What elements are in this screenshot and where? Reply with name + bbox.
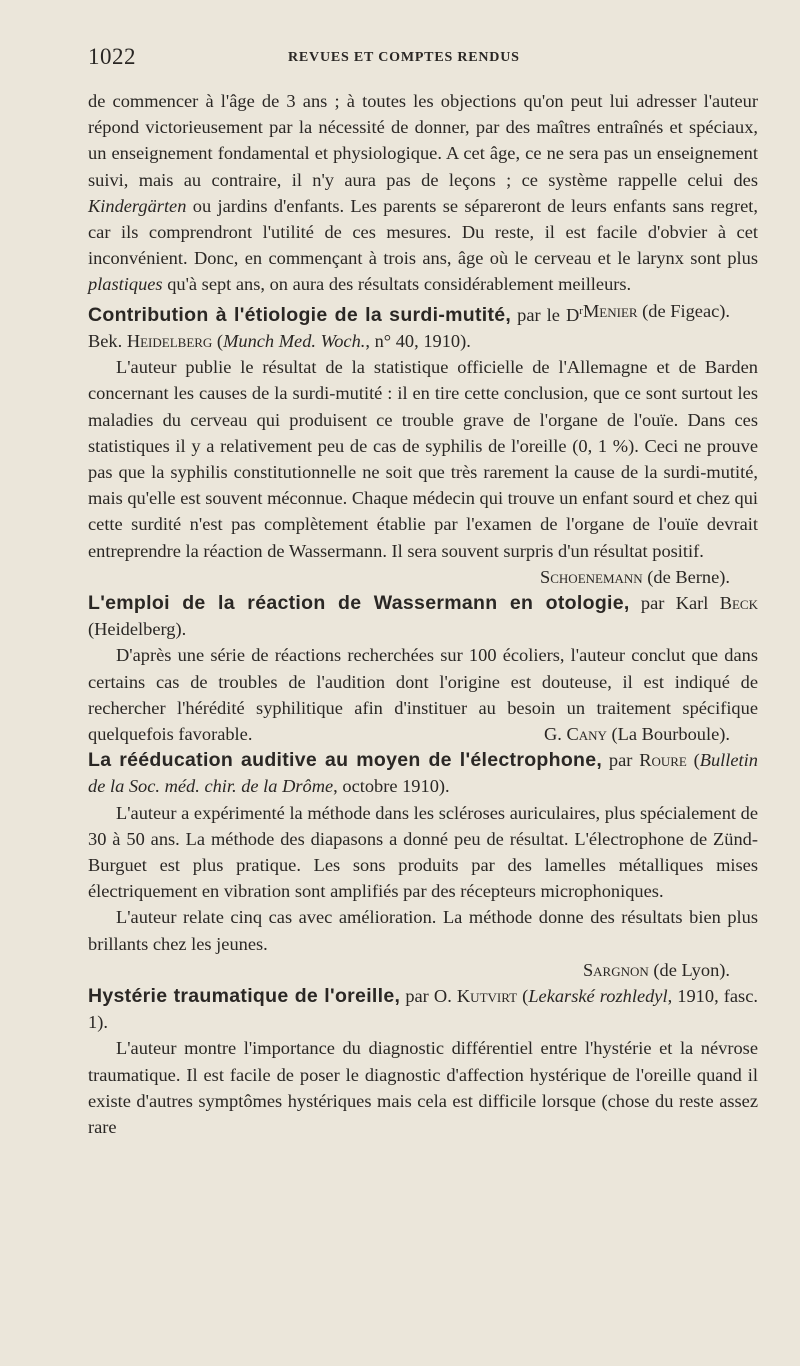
- intro-paragraph: de commencer à l'âge de 3 ans ; à toutes les objections qu'on peut lui adresser l'auteur répond victorieusement par la nécessité de donner, par des maîtres entraînés et spéciaux, un enseignement fondamental et physiologique. A cet âge, ce ne sera pas un enseignement suivi, mais au contraire, il n'y aura pas de leçons ; ce système rappelle celui des Kindergärten ou jardins d'enfants. Les parents se sépareront de leurs enfants sans regret, car ils comprendront l'utilité de ces mesures. Du reste, il est facile d'obvier à cet inconvénient. Donc, en commençant à trois ans, âge où le cerveau et le larynx sont plus plastiques qu'à sept ans, on aura des résultats considérablement meilleurs. Menier (de Figeac).: [88, 88, 758, 298]
- article-title: Contribution à l'étiologie de la surdi-mutité,: [88, 303, 512, 326]
- page-number: 1022: [88, 44, 136, 69]
- article-heading-hysterie: Hystérie traumatique de l'oreille, par O. Kutvirt (Lekarské rozhledyl, 1910, fasc. 1).: [88, 985, 758, 1033]
- journal-name: Bulletin de la Soc. méd. chir. de la Drôme: [88, 750, 758, 797]
- page-header: [88, 44, 758, 74]
- journal-name: Lekarské rozhledyl: [528, 986, 668, 1007]
- article-title: La rééducation auditive au moyen de l'électrophone,: [88, 749, 603, 772]
- article-title: Hystérie traumatique de l'oreille,: [88, 985, 401, 1008]
- author-name: Roure: [639, 750, 687, 771]
- article-title: L'emploi de la réaction de Wassermann en otologie,: [88, 591, 630, 614]
- kindergarten-term: Kindergärten: [88, 195, 187, 216]
- signature-menier: Menier (de Figeac).: [582, 300, 730, 321]
- article-heading-wassermann: L'emploi de la réaction de Wassermann en otologie, par Karl Beck (Heidelberg).: [88, 591, 758, 640]
- article-heading-electrophone: La rééducation auditive au moyen de l'électrophone, par Roure (Bulletin de la Soc. méd. chir. de la Drôme, octobre 1910).: [88, 749, 758, 797]
- article-body-electrophone-2: L'auteur relate cinq cas avec amélioration. La méthode donne des résultats bien plus brillants chez les jeunes.: [88, 907, 758, 954]
- journal-name: Munch Med. Woch.: [223, 330, 366, 351]
- running-head: REVUES ET COMPTES RENDUS: [288, 50, 520, 65]
- signature-schoenemann: Schoenemann (de Berne).: [540, 566, 730, 587]
- body-text: [88, 88, 758, 1140]
- plastiques-term: plastiques: [88, 274, 163, 295]
- author-name: Kutvirt: [456, 986, 518, 1007]
- author-name: Heidelberg: [126, 330, 213, 351]
- signature-cany: G. Cany (La Bourboule).: [544, 724, 730, 744]
- article-body-surdi-mutite: L'auteur publie le résultat de la statistique officielle de l'Allemagne et de Barden concernant les causes de la surdi-mutité : il en tire cette conclusion, que ce sont surtout les maladies du cerveau qui produisent ce trouble grave de l'organe de l'ouïe. Dans ces statistiques il y a relativement peu de cas de syphilis de l'oreille (0, 1 %). Ceci ne prouve pas que la syphilis constitutionnelle ne soit que très rarement la cause de la surdi-mutité, mais qu'elle est souvent méconnue. Chaque médecin qui trouve un enfant sourd et chez qui cette surdité n'est pas complètement établie par l'examen de l'organe de l'ouïe devrait entreprendre la réaction de Wassermann. Il sera souvent surpris d'un résultat positif.: [88, 357, 758, 561]
- article-body-electrophone: L'auteur a expérimenté la méthode dans les scléroses auriculaires, plus spécialement de 30 à 50 ans. La méthode des diapasons a donné peu de résultat. L'électrophone de Zünd-Burguet est plus pratique. Les sons produits par des lamelles métalliques mises électriquement en vibration sont amplifiés par des récepteurs microphoniques.: [88, 802, 758, 902]
- article-body-hysterie: L'auteur montre l'importance du diagnostic différentiel entre l'hystérie et la névrose traumatique. Il est facile de poser le diagnostic d'affection hystérique de l'oreille quand il existe d'autres symptômes hystériques mais cela est difficile lorsque (chose du reste assez rare: [88, 1038, 758, 1138]
- article-body-wassermann: D'après une série de réactions recherchées sur 100 écoliers, l'auteur conclut que dans certains cas de troubles de l'audition dont l'origine est douteuse, il est indiqué de rechercher l'hérédité syphilitique afin d'instituer au besoin un traitement spécifique quelquefois favorable. G. Cany (La Bourboule).: [88, 642, 758, 747]
- author-name: Beck: [719, 592, 758, 613]
- article-heading-surdi-mutite: Contribution à l'étiologie de la surdi-mutité, par le $D^r$ Bek. Heidelberg (Munch Med. Woch., n° 40, 1910).: [88, 303, 583, 351]
- signature-sargnon: Sargnon (de Lyon).: [582, 959, 730, 980]
